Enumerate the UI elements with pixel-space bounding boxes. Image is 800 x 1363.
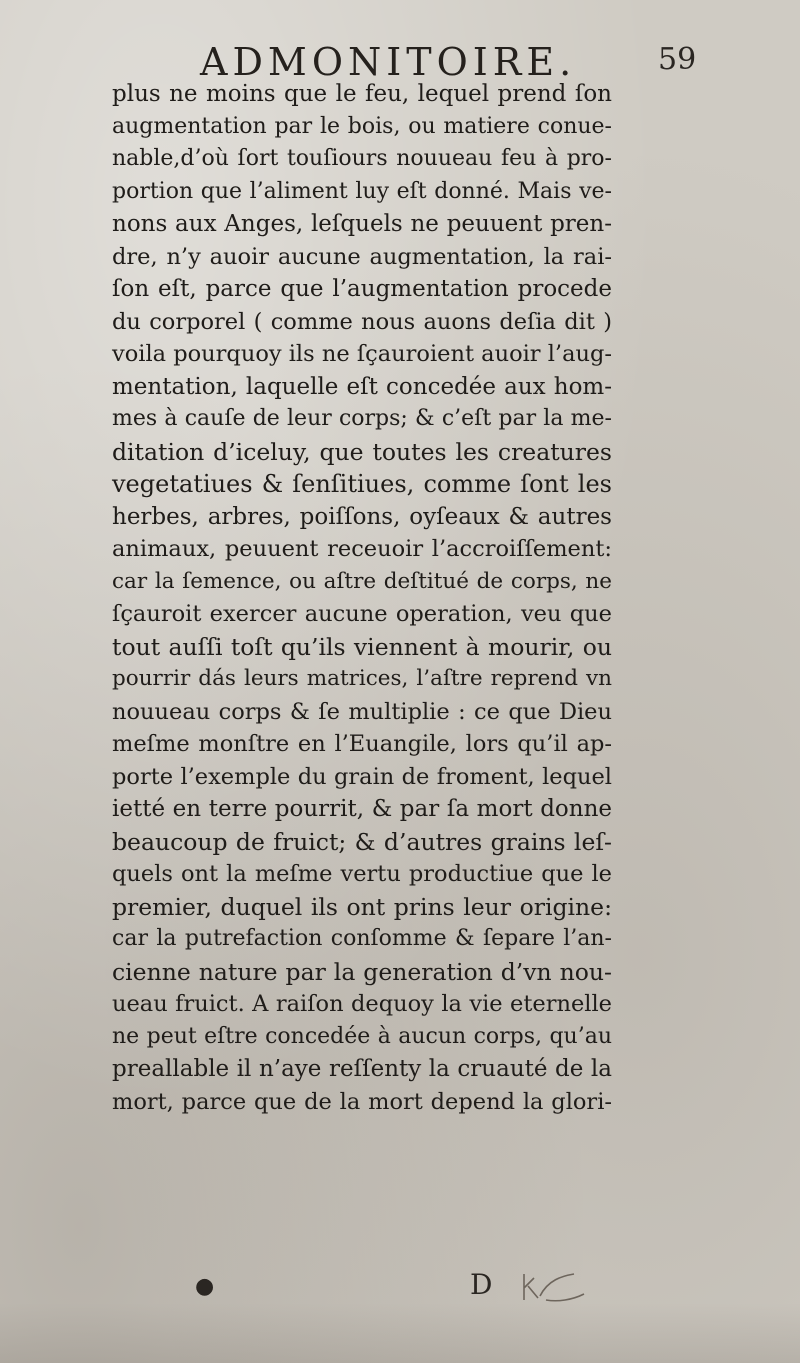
paper-stain [0, 1303, 800, 1363]
text-line: mentation, laquelle eſt concedée aux hom- [112, 373, 612, 400]
text-line: ditation d’iceluy, que toutes les creatures [112, 437, 612, 466]
text-line: tout auſſi toſt qu’ils viennent à mourir, ou [112, 632, 612, 661]
signature-line [0, 1268, 800, 1302]
text-line: nable,d’où ſort touſiours nouueau feu à pro- [112, 146, 612, 171]
text-line: mort, parce que de la mort depend la glori- [112, 1088, 612, 1115]
text-line: plus ne moins que le feu, lequel prend ſon [112, 81, 612, 107]
text-line: ietté en terre pourrit, & par ſa mort donne [112, 796, 612, 822]
text-line: ſon eſt, parce que l’augmentation procede [112, 276, 612, 302]
text-line: premier, duquel ils ont prins leur origine: [112, 892, 612, 921]
text-line: du corporel ( comme nous auons deſia dit ) [112, 308, 612, 335]
running-head [0, 38, 800, 82]
text-line: porte l’exemple du grain de froment, lequel [112, 763, 612, 790]
text-line: ſçauroit exercer aucune operation, veu que [112, 601, 612, 627]
text-line: vegetatiues & ſenſitiues, comme ſont les [112, 470, 612, 498]
text-line: mes à cauſe de leur corps; & c’eſt par la me- [112, 406, 612, 431]
text-line: nouueau corps & ſe multiplie : ce que Dieu [112, 698, 612, 725]
text-line: pourrir dás leurs matrices, l’aſtre reprend vn [112, 666, 612, 691]
signature-mark: D [470, 1268, 493, 1301]
text-line: cienne nature par la generation d’vn nou- [112, 957, 612, 986]
ink-scribble-icon [518, 1270, 590, 1304]
text-line: ueau fruict. A raiſon dequoy la vie eternelle [112, 991, 612, 1017]
text-line: preallable il n’aye reſſenty la cruauté de la [112, 1056, 612, 1082]
text-line: animaux, peuuent receuoir l’accroiſſement: [112, 536, 612, 562]
text-line: ne peut eſtre concedée à aucun corps, qu’au [112, 1023, 612, 1049]
running-title: ADMONITOIRE. [200, 40, 577, 84]
text-line: herbes, arbres, poiſſons, oyſeaux & autres [112, 503, 612, 530]
page-number: 59 [658, 42, 697, 77]
text-line: quels ont la meſme vertu productiue que le [112, 861, 612, 887]
body-text [112, 78, 612, 1118]
text-line: car la putrefaction conſomme & ſepare l’an- [112, 926, 612, 951]
text-line: augmentation par le bois, ou matiere conue- [112, 113, 612, 139]
text-line: voila pourquoy ils ne ſçauroient auoir l’aug- [112, 341, 612, 367]
text-line: car la ſemence, ou aſtre deſtitué de corps, ne [112, 568, 612, 594]
text-line: nons aux Anges, leſquels ne peuuent pren- [112, 211, 612, 237]
text-line: beaucoup de fruict; & d’autres grains leſ- [112, 827, 612, 856]
text-line: meſme monſtre en l’Euangile, lors qu’il ap- [112, 731, 612, 757]
text-line: portion que l’aliment luy eſt donné. Mais ve- [112, 178, 612, 204]
ornament-dot-icon: ● [195, 1274, 215, 1299]
text-line: dre, n’y auoir aucune augmentation, la rai- [112, 243, 612, 270]
